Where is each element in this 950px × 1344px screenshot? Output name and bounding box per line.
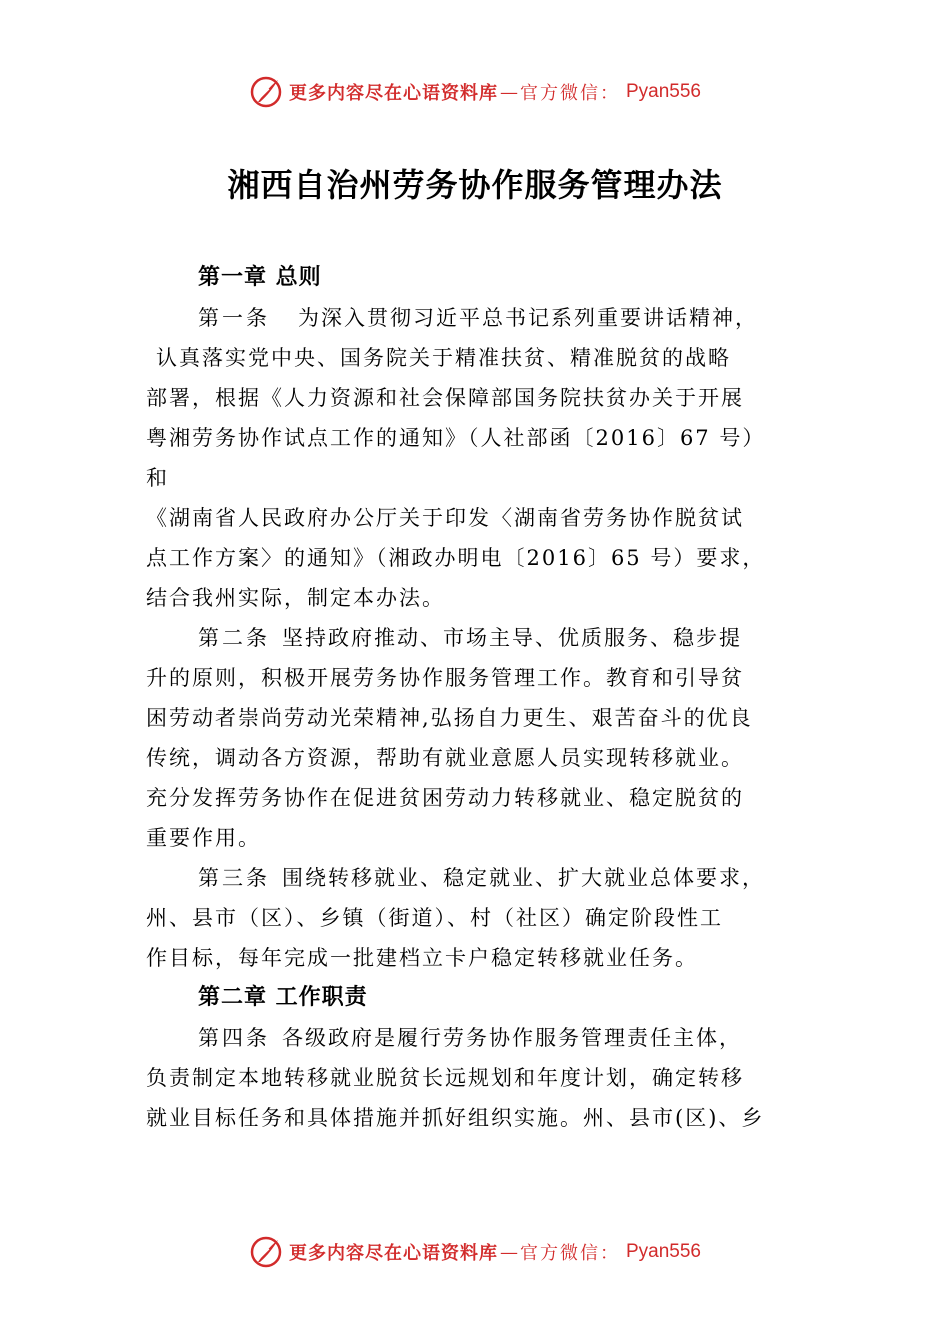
article-1-line-1 <box>146 298 814 338</box>
article-1-label: 第一条 <box>198 306 270 330</box>
article-1-line-2: 认真落实党中央、国务院关于精准扶贫、精准脱贫的战略 <box>156 346 731 370</box>
quill-logo-icon <box>249 1235 283 1269</box>
article-3-text: 围绕转移就业、稳定就业、扩大就业总体要求， <box>282 866 765 890</box>
watermark-wechat-label: 官方微信： <box>519 83 620 104</box>
document-title: 湘西自治州劳务协作服务管理办法 <box>227 166 723 204</box>
article-4-label: 第四条 <box>198 1026 270 1050</box>
watermark-footer <box>0 1232 950 1272</box>
watermark-wechat-label: 官方微信： <box>519 1243 620 1264</box>
article-2-label: 第二条 <box>198 626 270 650</box>
article-1-line-6: 《湖南省人民政府办公厅关于印发〈湖南省劳务协作脱贫试 <box>146 506 744 530</box>
article-4-line-2: 负责制定本地转移就业脱贫长远规划和年度计划，确定转移 <box>146 1066 744 1090</box>
article-1-text: 为深入贯彻习近平总书记系列重要讲话精神， <box>298 306 758 330</box>
article-4-text: 各级政府是履行劳务协作服务管理责任主体， <box>282 1026 742 1050</box>
watermark-separator: — <box>499 1241 518 1263</box>
article-3-line-2: 州、县市（区）、乡镇（街道）、村（社区）确定阶段性工 <box>146 906 723 930</box>
watermark-separator: — <box>499 81 518 103</box>
document-body <box>146 258 814 1138</box>
watermark-header <box>0 72 950 112</box>
article-2-text: 坚持政府推动、市场主导、优质服务、稳步提 <box>282 626 742 650</box>
article-3-line-1 <box>146 858 814 898</box>
chapter-heading-2: 第二章 工作职责 <box>198 985 368 1010</box>
watermark-wechat-id: Pyan556 <box>625 1241 701 1262</box>
article-1-line-8: 结合我州实际，制定本办法。 <box>146 586 445 610</box>
article-2-line-6: 重要作用。 <box>146 826 261 850</box>
chapter-heading-1: 第一章 总则 <box>198 265 322 290</box>
article-3-line-3: 作目标，每年完成一批建档立卡户稳定转移就业任务。 <box>146 946 698 970</box>
watermark-text: 更多内容尽在心语资料库 <box>288 1243 498 1264</box>
article-3-label: 第三条 <box>198 866 270 890</box>
article-1-line-7: 点工作方案〉的通知》（湘政办明电〔2016〕65 号）要求， <box>146 546 766 570</box>
article-1-line-5: 和 <box>146 466 169 490</box>
watermark-text: 更多内容尽在心语资料库 <box>288 83 498 104</box>
article-2-line-3: 困劳动者崇尚劳动光荣精神,弘扬自力更生、艰苦奋斗的优良 <box>146 706 753 730</box>
article-1-line-3: 部署，根据《人力资源和社会保障部国务院扶贫办关于开展 <box>146 386 744 410</box>
article-2-line-5: 充分发挥劳务协作在促进贫困劳动力转移就业、稳定脱贫的 <box>146 786 744 810</box>
watermark-wechat-id: Pyan556 <box>625 81 701 102</box>
article-2-line-4: 传统，调动各方资源，帮助有就业意愿人员实现转移就业。 <box>146 746 744 770</box>
article-4-line-3: 就业目标任务和具体措施并抓好组织实施。州、县市(区)、乡 <box>146 1106 765 1130</box>
article-2-line-2: 升的原则，积极开展劳务协作服务管理工作。教育和引导贫 <box>146 666 744 690</box>
article-1-line-4: 粤湘劳务协作试点工作的通知》（人社部函〔2016〕67 号） <box>146 426 766 450</box>
quill-logo-icon <box>249 75 283 109</box>
article-4-line-1 <box>146 1018 814 1058</box>
article-2-line-1 <box>146 618 814 658</box>
